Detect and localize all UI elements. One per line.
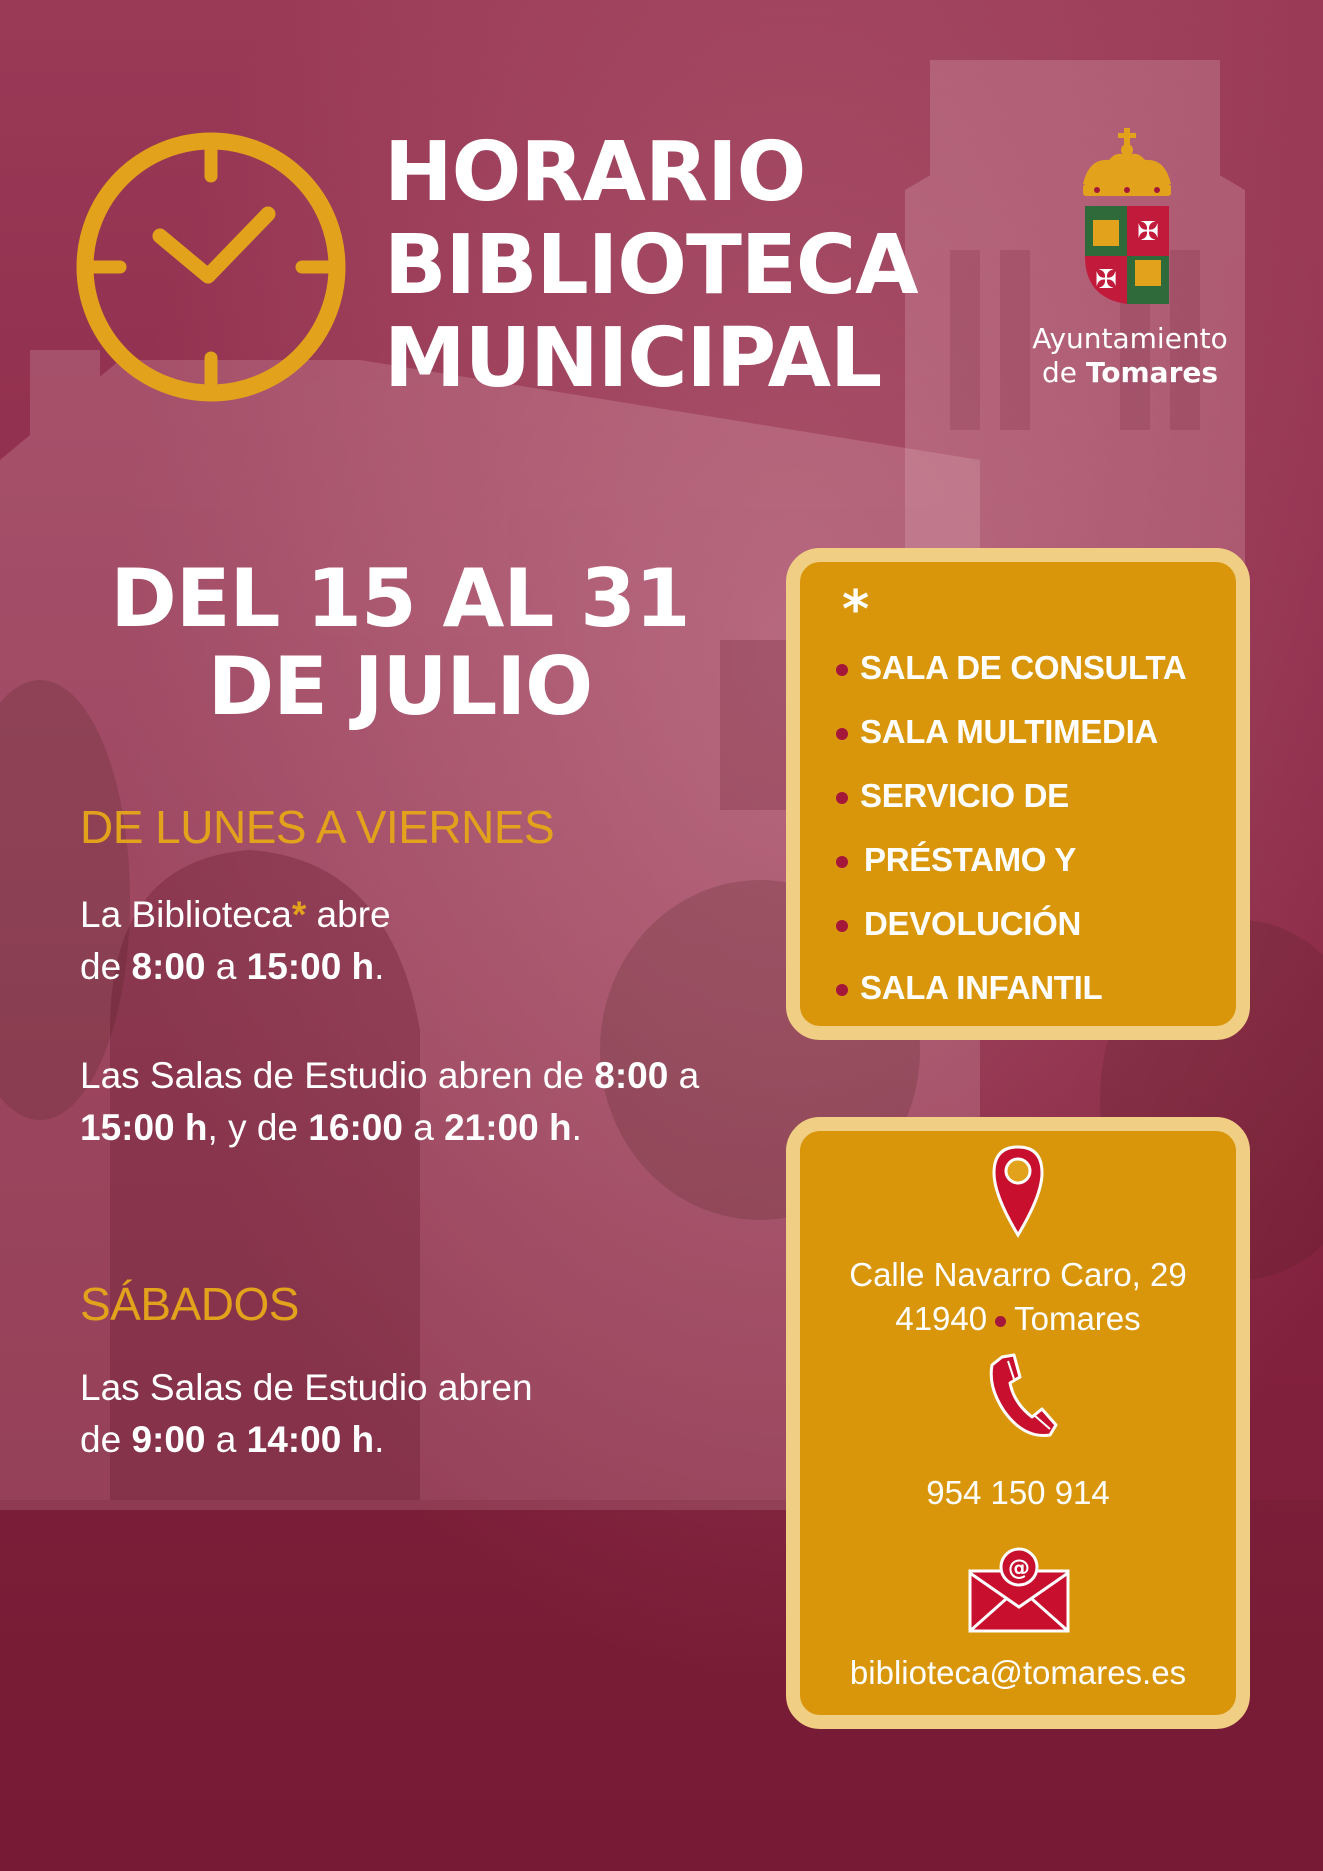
clock-icon xyxy=(72,128,350,406)
page-title xyxy=(384,126,918,405)
study-hours-a1: a xyxy=(668,1055,700,1096)
service-item: SERVICIO DE xyxy=(836,764,1236,828)
coat-of-arms-icon xyxy=(1075,128,1179,308)
address-line-1: Calle Navarro Caro, 29 xyxy=(849,1256,1187,1293)
title-line-2: BIBLIOTECA xyxy=(384,218,918,313)
date-line-2: DE JULIO xyxy=(207,640,593,733)
library-asterisk: * xyxy=(291,894,307,935)
saturday-hours-pre: Las Salas de Estudio abren xyxy=(80,1367,533,1408)
saturday-hours-de: de xyxy=(80,1419,132,1460)
email-address[interactable]: biblioteca@tomares.es xyxy=(849,1654,1187,1691)
org-line-2-prefix: de xyxy=(1041,356,1077,389)
organization-name xyxy=(1010,322,1250,390)
service-item: SALA INFANTIL xyxy=(836,956,1236,1020)
email-icon xyxy=(966,1545,1072,1635)
town: Tomares xyxy=(1014,1300,1141,1337)
library-hours-post: abre xyxy=(306,894,391,935)
library-hours-de: de xyxy=(80,946,132,987)
svg-text:@: @ xyxy=(1008,1556,1030,1581)
saturday-hours-text xyxy=(80,1362,533,1466)
library-open-time: 8:00 xyxy=(131,946,206,987)
service-item-continuation-text: DEVOLUCIÓN xyxy=(864,905,1082,942)
map-pin-icon xyxy=(988,1143,1048,1239)
study-hours-mid: , y de xyxy=(207,1107,309,1148)
library-hours-text xyxy=(80,889,391,993)
svg-text:✠: ✠ xyxy=(1095,265,1117,295)
saturdays-heading: SÁBADOS xyxy=(80,1278,299,1330)
library-hours-a: a xyxy=(205,946,247,987)
saturday-open-time: 9:00 xyxy=(131,1419,206,1460)
library-hours-pre: La Biblioteca xyxy=(80,894,292,935)
title-line-1: HORARIO xyxy=(384,125,806,220)
study-open-time-2: 16:00 xyxy=(308,1107,403,1148)
study-hours-a2: a xyxy=(402,1107,445,1148)
saturday-hours-end: . xyxy=(374,1419,385,1460)
separator-dot xyxy=(995,1316,1006,1327)
study-close-time-2: 21:00 h xyxy=(444,1107,572,1148)
service-item: SALA MULTIMEDIA xyxy=(836,700,1236,764)
library-hours-end: . xyxy=(374,946,385,987)
phone-icon xyxy=(984,1351,1060,1441)
study-hours-pre: Las Salas de Estudio abren de xyxy=(80,1055,595,1096)
postal-code: 41940 xyxy=(895,1300,988,1337)
saturday-close-time: 14:00 h xyxy=(246,1419,375,1460)
service-item: SALA DE CONSULTA xyxy=(836,636,1236,700)
service-item-continuation xyxy=(836,828,1236,892)
saturday-hours-a: a xyxy=(205,1419,247,1460)
svg-text:✠: ✠ xyxy=(1137,217,1159,247)
service-item-continuation-text: PRÉSTAMO Y xyxy=(864,841,1077,878)
study-hours-text xyxy=(80,1050,699,1154)
study-hours-end: . xyxy=(571,1107,582,1148)
org-line-1: Ayuntamiento xyxy=(1032,322,1228,355)
study-close-time-1: 15:00 h xyxy=(80,1107,208,1148)
address-line-2 xyxy=(800,1297,1236,1341)
date-line-1: DEL 15 AL 31 xyxy=(110,552,690,645)
services-asterisk: * xyxy=(842,580,870,640)
services-card xyxy=(786,548,1250,1040)
title-line-3: MUNICIPAL xyxy=(384,311,882,406)
weekdays-heading: DE LUNES A VIERNES xyxy=(80,801,555,853)
study-open-time-1: 8:00 xyxy=(594,1055,669,1096)
org-town: Tomares xyxy=(1085,356,1219,389)
phone-number[interactable]: 954 150 914 xyxy=(926,1474,1110,1511)
service-item-continuation xyxy=(836,892,1236,956)
contact-card xyxy=(786,1117,1250,1729)
date-range xyxy=(100,552,700,733)
org-line-2 xyxy=(1010,356,1250,390)
services-list xyxy=(836,636,1236,1020)
library-close-time: 15:00 h xyxy=(246,946,375,987)
